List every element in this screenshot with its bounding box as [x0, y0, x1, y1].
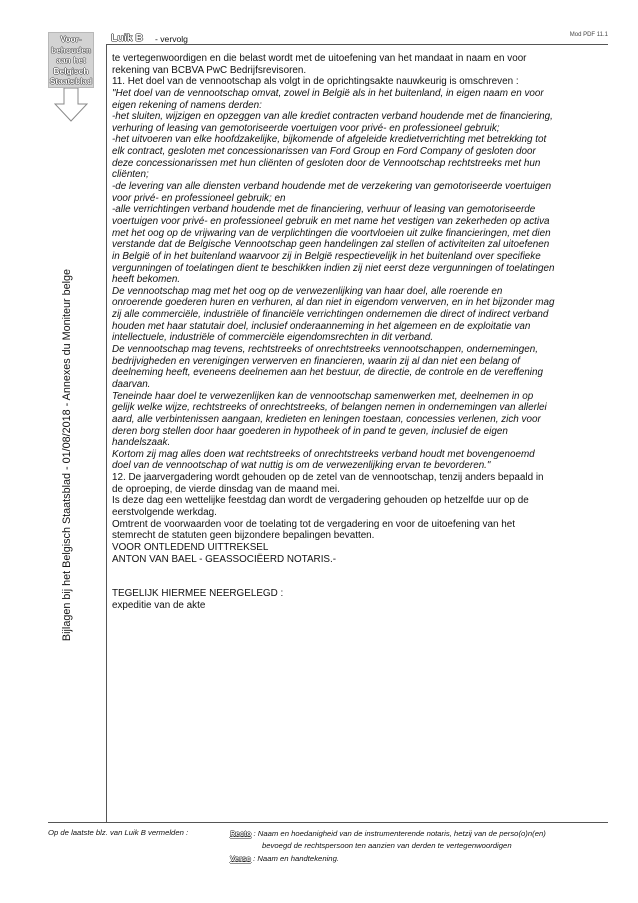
text-line: stemrecht de statuten geen bijzondere bepalingen bevatten. — [112, 530, 375, 542]
side-publication-text: Bijlagen bij het Belgisch Staatsblad - 01/08/2018 - Annexes du Moniteur belge — [61, 268, 73, 642]
verso-note — [230, 853, 546, 865]
deed-text — [112, 53, 604, 612]
text-line: rekening van BCBVA PwC Bedrijfsrevisoren. — [112, 64, 307, 76]
text-line: TEGELIJK HIERMEE NEERGELEGD : — [112, 588, 284, 600]
text-line: verstande dat de Belgische Vennootschap geen handelingen zal stellen of activiteiten zal uitoefenen — [112, 239, 550, 251]
text-line: eigen rekening of namens derden: — [112, 99, 262, 111]
stamp-line: Staatsblad — [49, 76, 93, 87]
stamp-line: Voor- — [60, 34, 82, 44]
text-line: -het uitvoeren van elke hoofdzakelijke, bijkomende of afgeleide kredietverrichting met betrekking tot — [112, 134, 547, 146]
text-line: Omtrent de voorwaarden voor de toelating tot de vergadering en voor de uitoefening van het — [112, 518, 515, 530]
recto-note-continued: bevoegd de rechtspersoon ten aanzien van derden te vertegenwoordigen — [262, 841, 512, 851]
recto-label: Recto — [230, 829, 252, 838]
text-line: deelneming heeft, eveneens deelnemen aan het bestuur, de directie, de controle en de vereffening — [112, 367, 543, 379]
text-line: Kortom zij mag alles doen wat rechtstreeks of onrechtstreeks verband houdt met bovengenoemd — [112, 448, 535, 460]
text-line: De vennootschap mag met het oog op de verwezenlijking van haar doel, alle roerende en — [112, 285, 503, 297]
text-line: daarvan. — [112, 378, 151, 390]
verso-text: : Naam en handtekening. — [253, 853, 339, 863]
text-line: doel van de vennootschap of wat nuttig is om de verwezenlijking ervan te bevorderen." — [112, 460, 491, 472]
text-line: onroerende goederen huren en verhuren, al dan niet in eigendom verwerven, en in het bijzonder mag — [112, 297, 555, 309]
recto-note — [230, 828, 546, 840]
verso-label: Verso — [230, 853, 251, 863]
text-line: -alle verrichtingen verband houdende met de financiering, verhuur of leasing van gemotoriseerde — [112, 204, 536, 216]
header-rule — [106, 44, 608, 45]
text-line: deze concessionarissen met hun cliënten of gesloten door de Vennootschap rechtstreeks met hun — [112, 157, 541, 169]
text-line: Teneinde haar doel te verwezenlijken kan de vennootschap samenwerken met, deelnemen in op — [112, 390, 534, 402]
down-arrow-icon — [54, 88, 88, 122]
text-line: Is deze dag een wettelijke feestdag dan wordt de vergadering gehouden op hetzelfde uur op de — [112, 495, 529, 507]
stamp-line: aan het — [56, 55, 86, 66]
text-line: vergunningen of toelatingen dient te beschikken indien zij niet eerst deze vergunningen of toelatingen — [112, 262, 555, 274]
stamp-line: Belgisch — [53, 65, 89, 76]
reserved-stamp — [48, 32, 94, 88]
text-line: 11. Het doel van de vennootschap als volgt in de oprichtingsakte nauwkeurig is omschreven : — [112, 76, 519, 88]
text-line: voertuigen voor privé- en professioneel gebruik en met name het vestigen van zekerheden op activa — [112, 215, 550, 227]
text-line: eerstvolgende werkdag. — [112, 506, 217, 518]
text-line: -de levering van alle diensten verband houdende met de verzekering van gemotoriseerde voertuigen — [112, 181, 552, 193]
text-line: voor privé- en professioneel gebruik; en — [112, 192, 286, 204]
text-line: verhuring of leasing van gemotoriseerde voertuigen voor privé- en professioneel gebruik; — [112, 122, 500, 134]
text-line: te vertegenwoordigen en die belast wordt met de uitoefening van het mandaat in naam en voor — [112, 53, 527, 64]
footer-notes — [230, 828, 546, 865]
recto-text: : Naam en hoedanigheid van de instrumenterende notaris, hetzij van de perso(o)n(en) — [253, 829, 546, 838]
text-line: gelijk welke wijze, rechtstreeks of onrechtstreeks, of belangen nemen in ondernemingen van allerlei — [112, 402, 547, 414]
text-line: "Het doel van de vennootschap omvat, zowel in België als in het buitenland, in eigen naam en voor — [112, 87, 544, 99]
text-line: houden met haar statutair doel, inclusief onderaanneming in het algemeen en de exploitatie van — [112, 320, 531, 332]
text-line: zij alle commerciële, industriële of financiële verrichtingen ondernemen die direct of indirect verband — [112, 309, 549, 321]
text-line: met het oog op de vrijwaring van de verplichtingen die voortvloeien uit zulke financieringen, met dien — [112, 227, 551, 239]
footer-instruction: Op de laatste blz. van Luik B vermelden : — [48, 828, 189, 837]
text-line: 12. De jaarvergadering wordt gehouden op de zetel van de vennootschap, tenzij anders bepaald in — [112, 472, 544, 484]
text-line: cliënten; — [112, 169, 149, 181]
section-label: Luik B — [111, 32, 144, 44]
text-line — [112, 565, 604, 577]
footer-rule — [48, 822, 608, 823]
text-line: intellectuele, industriële of commerciële eigendomsrechten in dit verband. — [112, 332, 434, 344]
text-line: in België of in het buitenland waarvoor zij in België respectievelijk in het buitenland over specifieke — [112, 250, 541, 262]
continuation-label: - vervolg — [155, 34, 188, 44]
text-line: VOOR ONTLEDEND UITTREKSEL — [112, 541, 269, 553]
stamp-line: behouden — [50, 44, 91, 55]
text-line — [112, 577, 604, 589]
text-line: handelszaak. — [112, 437, 171, 449]
text-line: expeditie van de akte — [112, 600, 206, 612]
text-line: deren borg stellen door haar goederen in hypotheek of in pand te geven, inclusief de eigen — [112, 425, 508, 437]
text-line: ANTON VAN BAEL - GEASSOCIËERD NOTARIS.- — [112, 553, 337, 565]
text-line: de oproeping, de vierde dinsdag van de maand mei. — [112, 483, 340, 495]
text-line: bedrijvigheden en verenigingen verwerven en financieren, waarin zij al dan niet een belang of — [112, 355, 520, 367]
form-code: Mod PDF 11.1 — [569, 32, 608, 38]
text-line: elk contract, gesloten met concessionarissen van Ford Group en Ford Company of gesloten door — [112, 146, 536, 158]
text-line: -het sluiten, wijzigen en opzeggen van alle krediet contracten verband houdende met de financiering, — [112, 111, 553, 123]
text-line: De vennootschap mag tevens, rechtstreeks of onrechtstreeks vennootschappen, ondernemingen, — [112, 344, 538, 356]
text-line: heeft bekomen. — [112, 274, 181, 286]
text-line: aard, alle verbintenissen aangaan, kredieten en leningen toestaan, concessies verlenen, zich voor — [112, 413, 541, 425]
margin-rule — [106, 44, 107, 822]
